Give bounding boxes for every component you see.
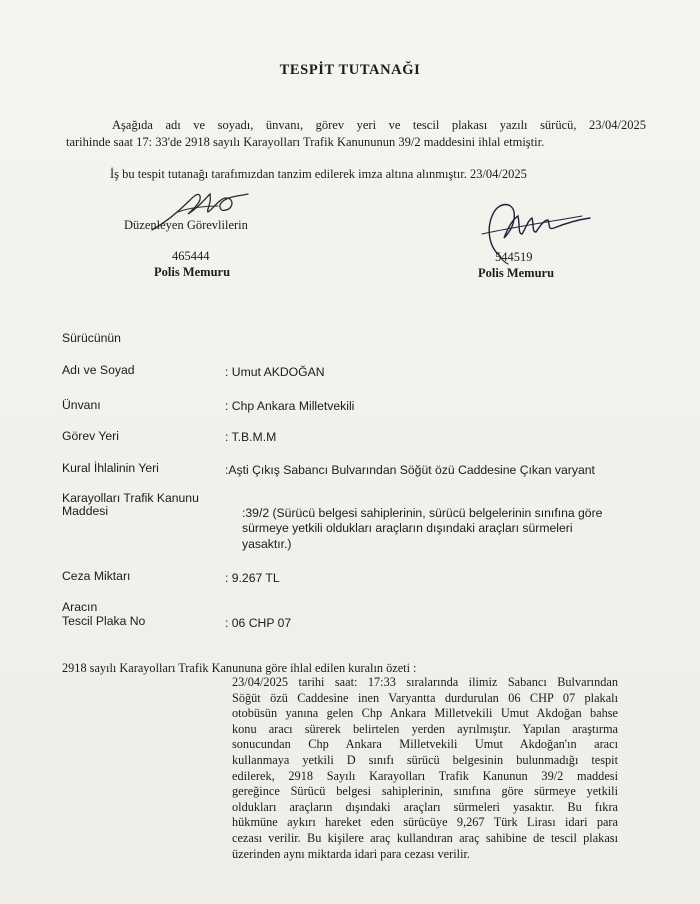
law-label-line-2: Maddesi <box>62 504 109 518</box>
title-label: Ünvanı <box>62 398 101 412</box>
driver-section-label: Sürücünün <box>62 331 121 345</box>
document-title: TESPİT TUTANAĞI <box>279 62 421 78</box>
law-label-line-1: Karayolları Trafik Kanunu <box>62 491 199 505</box>
title-value: : Chp Ankara Milletvekili <box>225 399 355 413</box>
name-value: : Umut AKDOĞAN <box>225 365 325 379</box>
fine-label: Ceza Miktarı <box>62 569 131 583</box>
law-value-line-2: sürmeye yetkili oldukları araçların dışındaki araçları sürmeleri <box>242 521 573 536</box>
law-value <box>242 506 622 552</box>
law-value-line-3: yasaktır.) <box>242 536 292 551</box>
summary-body <box>232 675 618 862</box>
summary-line: konu aracı sürerek belirtelen yerden ayrılmıştır. Yapılan araştırma <box>232 721 618 736</box>
law-value-line-1: :39/2 (Sürücü belgesi sahiplerinin, sürücü belgelerinin sınıfına göre <box>242 506 603 520</box>
summary-line: otobüsün yanına gelen Chp Ankara Milletvekili Umut Akdoğan bahse <box>232 706 618 721</box>
officer-right-number: 544519 <box>495 250 533 264</box>
summary-line: sonucundan Chp Ankara Milletvekili Umut Akdoğan'ın aracı <box>232 737 618 752</box>
name-label: Adı ve Soyad <box>62 363 135 377</box>
location-label: Kural İhlalinin Yeri <box>62 461 159 475</box>
summary-line: 23/04/2025 tarihi saat: 17:33 sıralarında ilimiz Sabancı Bulvarından <box>232 675 618 689</box>
summary-line: Söğüt özü Caddesine inen Varyantta durdurulan 06 CHP 07 plakalı <box>232 690 618 705</box>
summary-line: edilerek, 2918 Sayılı Karayolları Trafik Kanunun 39/2 maddesi <box>232 768 618 783</box>
summary-line: cezası verilir. Bu kişilere araç kullandıran araç sahibine de tescil plakası <box>232 831 618 846</box>
summary-line: üzerinden aynı miktarda idari para cezası verilir. <box>232 846 470 861</box>
location-value: :Aşti Çıkış Sabancı Bulvarından Söğüt özü Caddesine Çıkan varyant <box>225 463 595 477</box>
plate-value: : 06 CHP 07 <box>225 616 292 630</box>
intro-line-2: tarihinde saat 17: 33'de 2918 sayılı Karayolları Trafik Kanununun 39/2 maddesini ihlal etmiştir. <box>66 135 545 149</box>
duty-label: Görev Yeri <box>62 429 119 443</box>
plate-label-line-2: Tescil Plaka No <box>62 614 146 628</box>
duty-value: : T.B.M.M <box>225 430 277 444</box>
intro-line-1: Aşağıda adı ve soyadı, ünvanı, görev yeri ve tescil plakası yazılı sürücü, 23/04/2025 <box>112 118 646 132</box>
fine-value: : 9.267 TL <box>225 571 280 585</box>
intro-line-3: İş bu tespit tutanağı tarafımızdan tanzim edilerek imza altına alınmıştır. 23/04/2025 <box>110 167 527 181</box>
plate-label-line-1: Aracın <box>62 600 98 614</box>
officer-left-number: 465444 <box>172 249 210 263</box>
summary-line: kullanmaya yetkili D sınıfı sürücü belgesinin bulunmadığı tespit <box>232 753 618 768</box>
summary-line: hükmüne aykırı hareket eden sürücüye 9,267 Türk Lirası idari para <box>232 815 618 830</box>
summary-line: gereğince Sürücü belgesi sahiplerinin, sınıfına göre sürmeye yetkili <box>232 784 618 799</box>
officer-left-role: Polis Memuru <box>154 265 231 279</box>
summary-heading: 2918 sayılı Karayolları Trafik Kanununa göre ihlal edilen kuralın özeti : <box>62 661 417 675</box>
preparers-label: Düzenleyen Görevlilerin <box>124 218 248 232</box>
summary-line: oldukları araçların dışındaki araçları sürmeleri yasaktır. Bu fıkra <box>232 799 618 814</box>
officer-right-role: Polis Memuru <box>478 266 555 280</box>
